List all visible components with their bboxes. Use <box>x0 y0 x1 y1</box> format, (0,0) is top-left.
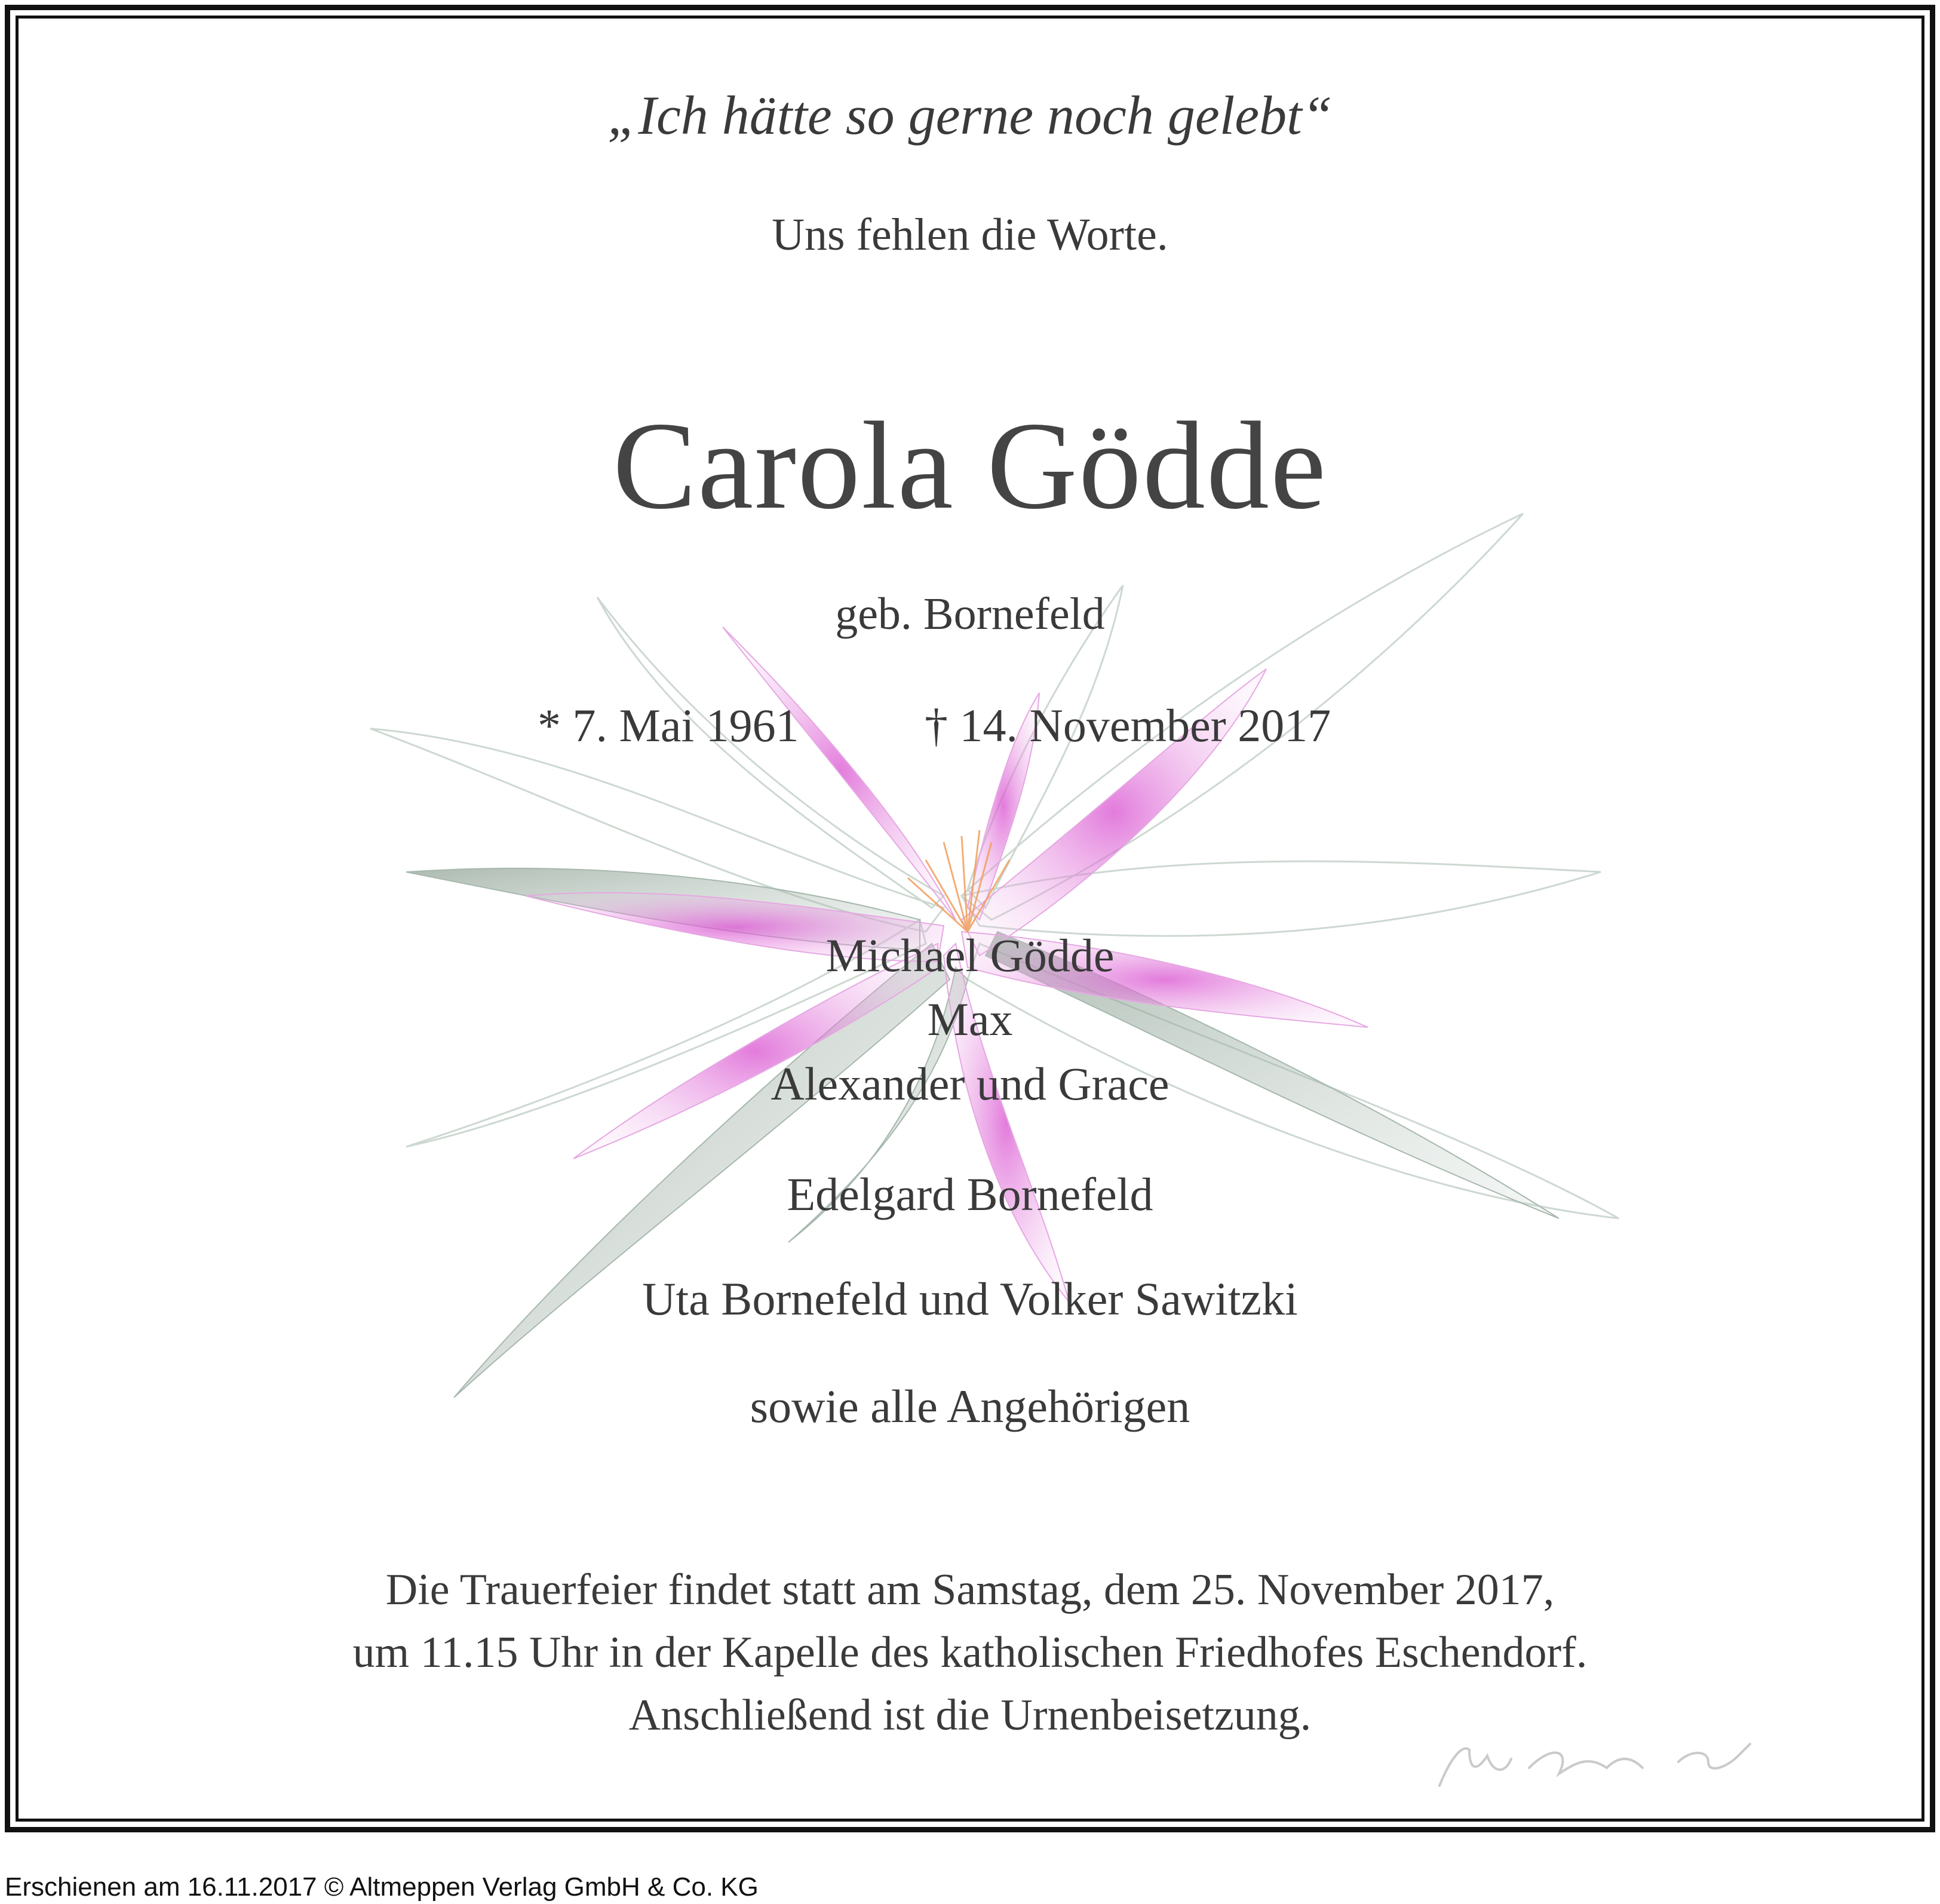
birth-date: * 7. Mai 1961 <box>538 699 799 751</box>
death-date: † 14. November 2017 <box>925 699 1331 751</box>
deceased-name: Carola Gödde <box>612 397 1328 535</box>
maiden-name: geb. Bornefeld <box>835 589 1105 639</box>
mourner-name: Uta Bornefeld und Volker Sawitzki <box>642 1273 1298 1325</box>
mourner-name: Max <box>927 993 1013 1045</box>
mourner-closing: sowie alle Angehörigen <box>750 1380 1190 1432</box>
mourner-name: Michael Gödde <box>825 929 1115 981</box>
artist-signature <box>1428 1732 1762 1798</box>
motto-quote: „Ich hätte so gerne noch gelebt“ <box>607 85 1333 146</box>
funeral-notice-line: Die Trauerfeier findet statt am Samstag, dem 25. November 2017, <box>385 1565 1555 1614</box>
mourner-name: Alexander und Grace <box>771 1058 1169 1110</box>
funeral-notice-line: Anschließend ist die Urnenbeisetzung. <box>628 1691 1312 1740</box>
subtitle: Uns fehlen die Worte. <box>772 210 1168 260</box>
mourner-name: Edelgard Bornefeld <box>787 1168 1153 1220</box>
funeral-notice-line: um 11.15 Uhr in der Kapelle des katholischen Friedhofes Eschendorf. <box>352 1628 1588 1677</box>
publication-footer: Erschienen am 16.11.2017 © Altmeppen Verlag GmbH & Co. KG <box>5 1872 759 1902</box>
